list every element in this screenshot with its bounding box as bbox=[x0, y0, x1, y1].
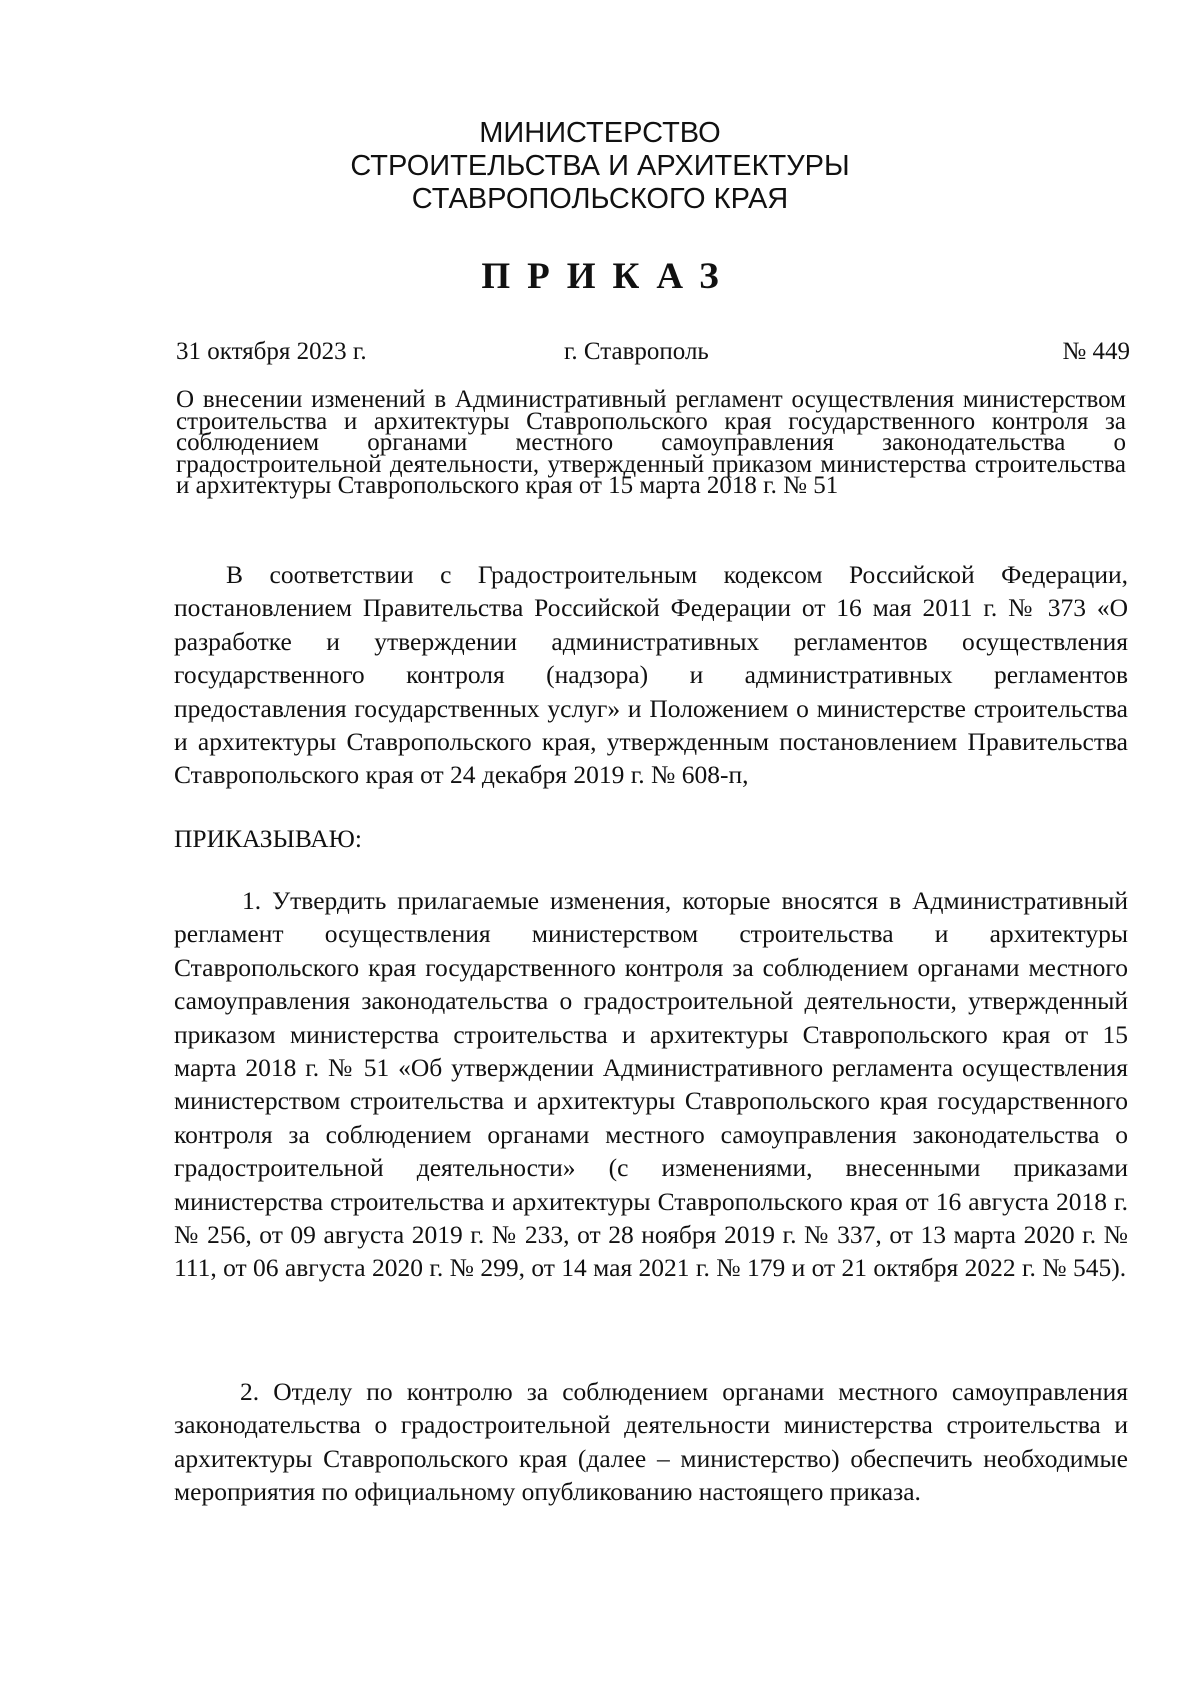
document-number: № 449 bbox=[1062, 338, 1130, 365]
document-city: г. Ставрополь bbox=[564, 338, 709, 365]
ministry-name-line-1: МИНИСТЕРСТВО bbox=[479, 117, 721, 149]
order-keyword: ПРИКАЗЫВАЮ: bbox=[174, 824, 362, 853]
preamble-paragraph: В соответствии с Градостроительным кодексом Российской Федерации, постановлением Правительства Российской Федерации от 16 мая 2011 г. № 373 «О разработке и утверждении административных регламентов осуществления государственного контроля (надзора) и административных регламентов предоставления государственных услуг» и Положением о министерстве строительства и архитектуры Ставропольского края, утвержденным постановлением Правительства Ставропольского края от 24 декабря 2019 г. № 608-п, bbox=[174, 560, 1128, 790]
ministry-name-line-2: СТРОИТЕЛЬСТВА И АРХИТЕКТУРЫ bbox=[350, 150, 850, 182]
document-type-title: ПРИКАЗ bbox=[481, 256, 736, 297]
document-subject: О внесении изменений в Административный регламент осуществления министерством строительства и архитектуры Ставропольского края государственного контроля за соблюдением органами местного самоуправления законодательства о градостроительной деятельности, утвержденный приказом министерства строительства и архитектуры Ставропольского края от 15 марта 2018 г. № 51 bbox=[176, 386, 1126, 499]
order-item-1: 1. Утвердить прилагаемые изменения, которые вносятся в Административный регламент осуществления министерством строительства и архитектуры Ставропольского края государственного контроля за соблюдением органами местного самоуправления законодательства о градостроительной деятельности, утвержденный приказом министерства строительства и архитектуры Ставропольского края от 15 марта 2018 г. № 51 «Об утверждении Административного регламента осуществления министерством строительства и архитектуры Ставропольского края государственного контроля за соблюдением органами местного самоуправления законодательства о градостроительной деятельности» (с изменениями, внесенными приказами министерства строительства и архитектуры Ставропольского края от 16 августа 2018 г. № 256, от 09 августа 2019 г. № 233, от 28 ноября 2019 г. № 337, от 13 марта 2020 г. № 111, от 06 августа 2020 г. № 299, от 14 мая 2021 г. № 179 и от 21 октября 2022 г. № 545). bbox=[174, 886, 1128, 1283]
ministry-name-line-3: СТАВРОПОЛЬСКОГО КРАЯ bbox=[411, 183, 789, 215]
order-item-2: 2. Отделу по контролю за соблюдением органами местного самоуправления законодательства о градостроительной деятельности министерства строительства и архитектуры Ставропольского края (далее – министерство) обеспечить необходимые мероприятия по официальному опубликованию настоящего приказа. bbox=[174, 1377, 1128, 1507]
ministry-header bbox=[0, 117, 1200, 216]
document-date: 31 октября 2023 г. bbox=[176, 338, 367, 365]
